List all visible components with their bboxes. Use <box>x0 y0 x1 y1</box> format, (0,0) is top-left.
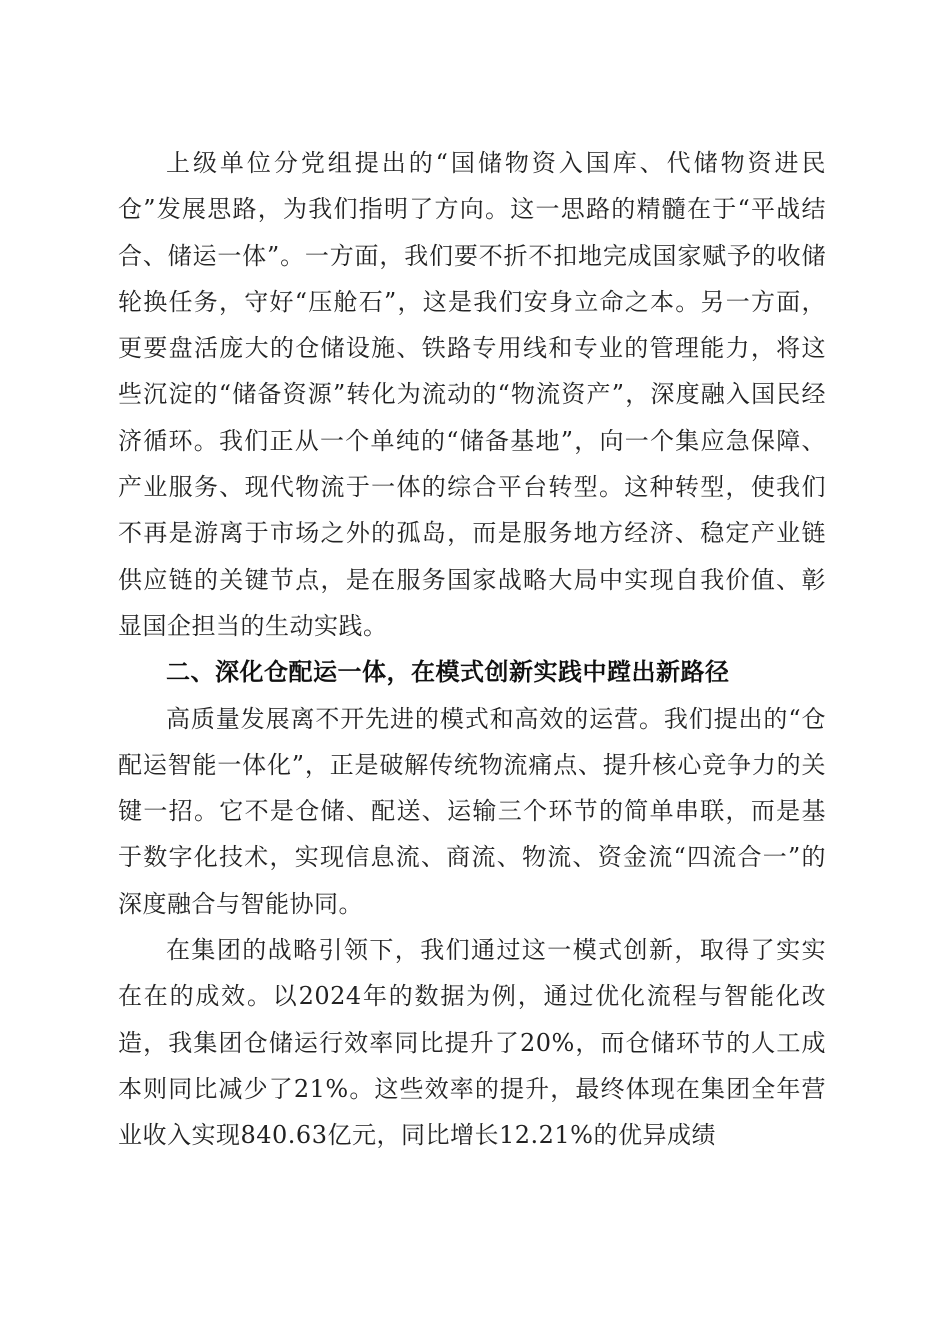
document-body <box>118 140 826 1159</box>
paragraph-development-strategy: 上级单位分党组提出的“国储物资入国库、代储物资进民仓”发展思路，为我们指明了方向。这一思路的精髓在于“平战结合、储运一体”。一方面，我们要不折不扣地完成国家赋予的收储轮换任务，守好“压舱石”，这是我们安身立命之本。另一方面，更要盘活庞大的仓储设施、铁路专用线和专业的管理能力，将这些沉淀的“储备资源”转化为流动的“物流资产”，深度融入国民经济循环。我们正从一个单纯的“储备基地”，向一个集应急保障、产业服务、现代物流于一体的综合平台转型。这种转型，使我们不再是游离于市场之外的孤岛，而是服务地方经济、稳定产业链供应链的关键节点，是在服务国家战略大局中实现自我价值、彰显国企担当的生动实践。 <box>118 149 826 640</box>
section-heading-2: 二、深化仓配运一体，在模式创新实践中蹚出新路径 <box>166 658 730 687</box>
paragraph-results-2024: 在集团的战略引领下，我们通过这一模式创新，取得了实实在在的成效。以2024年的数据为例，通过优化流程与智能化改造，我集团仓储运行效率同比提升了20%，而仓储环节的人工成本则同比减少了21%。这些效率的提升，最终体现在集团全年营业收入实现840.63亿元，同比增长12.21%的优异成绩 <box>118 936 826 1150</box>
paragraph-integrated-model: 高质量发展离不开先进的模式和高效的运营。我们提出的“仓配运智能一体化”，正是破解传统物流痛点、提升核心竞争力的关键一招。它不是仓储、配送、运输三个环节的简单串联，而是基于数字化技术，实现信息流、商流、物流、资金流“四流合一”的深度融合与智能协同。 <box>118 704 826 918</box>
